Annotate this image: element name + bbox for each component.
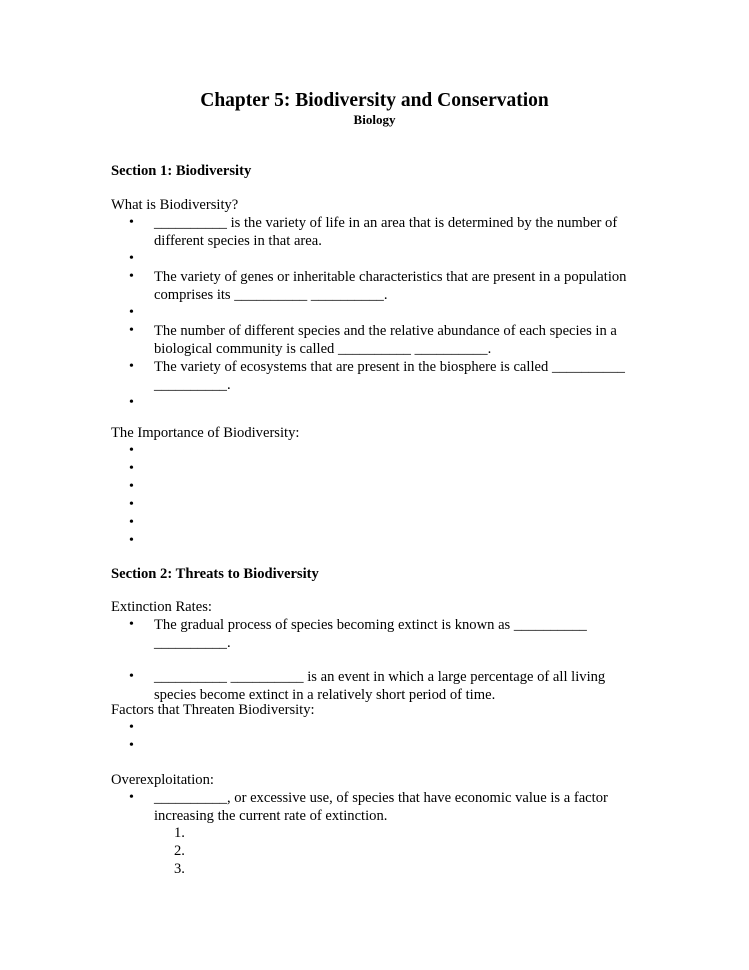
bullet-icon: • <box>129 443 134 458</box>
list-item <box>0 442 749 460</box>
bullet-icon: • <box>129 515 134 530</box>
overexploitation-numbered-list <box>0 824 749 878</box>
bullet-icon: • <box>129 395 134 410</box>
list-item: • __________, or excessive use, of species that have economic value is a factor increasing the current rate of extinction. <box>129 790 608 824</box>
bullet-icon: • <box>129 669 134 684</box>
list-item: • The number of different species and the relative abundance of each species in a biological community is called __________ __________. <box>129 323 617 357</box>
list-item <box>0 496 749 514</box>
bullet-icon: • <box>129 461 134 476</box>
bullet-icon: • <box>129 617 134 632</box>
bullet-icon: • <box>129 251 134 266</box>
overexploitation-list <box>0 789 749 825</box>
bullet-icon: • <box>129 323 134 338</box>
list-item <box>0 532 749 550</box>
list-item <box>0 514 749 532</box>
bullet-icon: • <box>129 215 134 230</box>
list-item <box>0 250 749 268</box>
factors-heading: Factors that Threaten Biodiversity: <box>111 702 315 718</box>
what-is-biodiversity-heading: What is Biodiversity? <box>111 197 239 213</box>
list-item <box>0 737 749 755</box>
bullet-icon: • <box>129 305 134 320</box>
importance-list <box>0 442 749 550</box>
bullet-icon: • <box>129 738 134 753</box>
list-item <box>0 719 749 737</box>
bullet-icon: • <box>129 533 134 548</box>
page-subtitle: Biology <box>353 112 396 127</box>
list-item <box>0 304 749 322</box>
extinction-rates-list <box>0 616 749 704</box>
list-item <box>0 460 749 478</box>
what-is-biodiversity-list <box>0 214 749 412</box>
importance-heading: The Importance of Biodiversity: <box>111 425 300 441</box>
bullet-icon: • <box>129 497 134 512</box>
extinction-rates-heading: Extinction Rates: <box>111 599 212 615</box>
list-item: • __________ is the variety of life in an area that is determined by the number of different species in that area. <box>129 215 618 249</box>
list-item: 3. <box>174 861 185 877</box>
list-item: • The gradual process of species becoming extinct is known as __________ __________. <box>129 617 587 651</box>
bullet-icon: • <box>129 359 134 374</box>
page-title: Chapter 5: Biodiversity and Conservation <box>200 90 549 111</box>
overexploitation-heading: Overexploitation: <box>111 772 214 788</box>
factors-list <box>0 719 749 755</box>
list-item <box>0 478 749 496</box>
list-item: • __________ __________ is an event in which a large percentage of all living species become extinct in a relatively short period of time. <box>129 669 606 703</box>
list-item: • The variety of ecosystems that are present in the biosphere is called __________ __________. <box>129 359 625 393</box>
list-item <box>0 394 749 412</box>
list-item: 1. <box>174 825 185 841</box>
section-1-heading: Section 1: Biodiversity <box>111 163 252 179</box>
bullet-icon: • <box>129 479 134 494</box>
bullet-icon: • <box>129 269 134 284</box>
section-2-heading: Section 2: Threats to Biodiversity <box>111 566 319 582</box>
bullet-icon: • <box>129 720 134 735</box>
list-item: 2. <box>174 843 185 859</box>
list-item: • The variety of genes or inheritable characteristics that are present in a population comprises its __________ __________. <box>129 269 627 303</box>
bullet-icon: • <box>129 790 134 805</box>
